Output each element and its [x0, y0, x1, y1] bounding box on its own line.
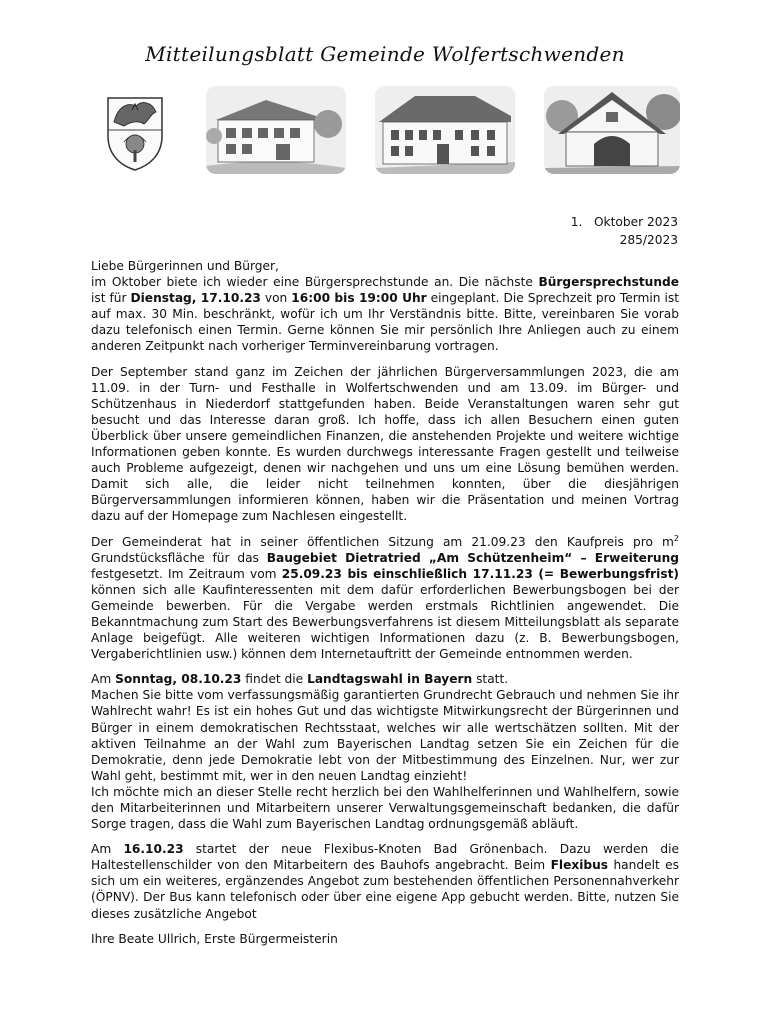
letter-body	[91, 258, 679, 956]
issue-date: 1. Oktober 2023	[570, 215, 678, 229]
text-span: ist für	[91, 291, 131, 306]
bold-span: 16.10.23	[123, 842, 184, 857]
text-span: im Oktober biete ich wieder eine Bürgersprechstunde an. Die nächste	[91, 275, 539, 290]
text-span: Der Gemeinderat hat in seiner öffentlichen Sitzung am 21.09.23 den Kaufpreis pro m	[91, 534, 674, 549]
bold-span: Flexibus	[550, 858, 609, 873]
text-span: Am	[91, 672, 116, 687]
text-span: Am	[91, 842, 124, 857]
text-span: handelt es sich um ein weiteres, ergänzendes Angebot zum bestehenden öffentlichen Personennahverkehr (ÖPNV). Der Bus kann telefonisch oder über eine eigene App gebucht werden. Bitte, nutzen Sie dieses zusätzliche Angebot	[91, 858, 679, 921]
page-title: Mitteilungsblatt Gemeinde Wolfertschwenden	[145, 42, 625, 66]
paragraph-citizens-meeting: Der September stand ganz im Zeichen der jährlichen Bürgerversammlungen 2023, die am 11.09. in der Turn- und Festhalle in Wolfertschwenden und am 13.09. im Bürger- und Schützenhaus in Niederdorf stattgefunden haben. Beide Veranstaltungen waren sehr gut besucht und das Interesse daran groß. Ich hoffe, dass ich allen Besuchern einen guten Überblick über unsere gemeindlichen Finanzen, die anstehenden Projekte und weitere wichtige Informationen geben konnte. Es wurden durchwegs interessante Fragen gestellt und teilweise auch Probleme aufgezeigt, denen wir nachgehen und uns um eine Lösung bemühen werden. Damit sich alle, die leider nicht teilnehmen konnten, über die diesjährigen Bürgerversammlungen informieren können, haben wir die Präsentation und meinen Vortrag dazu auf der Homepage zum Nachlesen eingestellt.	[91, 364, 679, 524]
greeting: Liebe Bürgerinnen und Bürger,	[91, 259, 279, 273]
paragraph-voting-appeal: Machen Sie bitte vom verfassungsmäßig garantierten Grundrecht Gebrauch und nehmen Sie ihr Wahlrecht wahr! Es ist ein hohes Gut und das wichtigste Mitwirkungsrecht der Bürgerinnen und Bürger in einem demokratischen Rechtsstaat, welches wir alle wertschätzen sollten. Mit der aktiven Teilnahme an der Wahl zum Bayerischen Landtag setzen Sie ein Zeichen für die Demokratie, denn jede Demokratie lebt von der Mitbestimmung des Einzelnen. Nur, wer zur Wahl geht, bestimmt mit, wer in den neuen Landtag einzieht!	[91, 688, 679, 783]
barn-photo	[544, 86, 680, 174]
text-span: startet der neue Flexibus-Knoten Bad Grönenbach. Dazu werden die Haltestellenschilder von den Mitarbeitern des Bauhofs angebracht. Beim	[91, 842, 679, 873]
text-span: festgesetzt. Im Zeitraum vom	[91, 566, 282, 581]
paragraph-thanks: Ich möchte mich an dieser Stelle recht herzlich bei den Wahlhelferinnen und Wahlhelfern, sowie den Mitarbeiterinnen und Mitarbeitern unserer Verwaltungsgemeinschaft bedanken, die dafür Sorge tragen, dass die Wahl zum Bayerischen Landtag ordnungsgemäß abläuft.	[91, 784, 679, 832]
paragraph-office-hours	[91, 258, 679, 355]
paragraph-flexibus	[91, 841, 679, 921]
text-span: findet die	[241, 672, 308, 687]
text-span: eingeplant. Die Sprechzeit pro Termin ist auf max. 30 Min. beschränkt, wofür ich um Ihr Verständnis bitte. Bitte, vereinbaren Sie vorab dazu telefonisch einen Termin. Gerne können Sie mir persönlich Ihre Anliegen auch zu einem anderen Zeitpunkt nach vorheriger Terminvereinbarung vortragen.	[91, 291, 679, 354]
bold-span: 25.09.23 bis einschließlich 17.11.23 (= Bewerbungsfrist)	[281, 566, 680, 581]
farmhouse-photo	[375, 86, 515, 174]
paragraph-election	[91, 671, 679, 687]
text-span: von	[260, 291, 292, 306]
bold-span: 16:00 bis 19:00 Uhr	[291, 291, 427, 306]
bold-span: Dienstag, 17.10.23	[130, 291, 261, 306]
signature: Ihre Beate Ullrich, Erste Bürgermeisterin	[91, 931, 338, 946]
text-span: Grundstücksfläche für das	[91, 550, 267, 565]
bold-span: Bürgersprechstunde	[538, 275, 679, 290]
superscript: 2	[673, 533, 679, 543]
text-span: statt.	[472, 672, 509, 687]
issue-number: 285/2023	[619, 233, 678, 247]
bold-span: Landtagswahl in Bayern	[307, 672, 473, 687]
bold-span: Sonntag, 08.10.23	[115, 672, 242, 687]
bold-span: Baugebiet Dietratried „Am Schützenheim“ – Erweiterung	[266, 550, 680, 565]
date-block	[571, 213, 678, 249]
town-hall-photo	[206, 86, 346, 174]
paragraph-building-area	[91, 534, 679, 663]
coat-of-arms-icon	[104, 92, 166, 172]
text-span: können sich alle Kaufinteressenten mit dem dafür erforderlichen Bewerbungsbogen bei der Gemeinde bewerben. Für die Vergabe werden erstmals Richtlinien angewendet. Die Bekanntmachung zum Start des Bewerbungsverfahrens ist diesem Mitteilungsblatt als separate Anlage beigefügt. Alle weiteren wichtigen Informationen dazu (z. B. Bewerbungsbogen, Vergaberichtlinien usw.) können dem Internetauftritt der Gemeinde entnommen werden.	[91, 582, 679, 662]
